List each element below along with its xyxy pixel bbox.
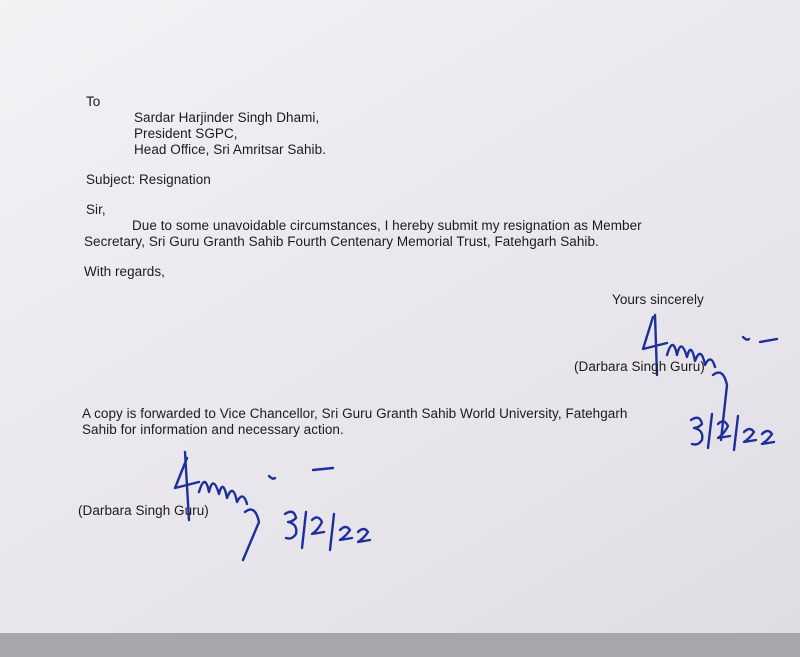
closing-line: Yours sincerely <box>612 292 704 307</box>
body-line-1: Due to some unavoidable circumstances, I hereby submit my resignation as Member <box>132 218 642 233</box>
copy-forward-line-2: Sahib for information and necessary action. <box>82 422 344 437</box>
desk-surface <box>0 633 800 657</box>
signer-name: (Darbara Singh Guru) <box>574 359 705 374</box>
recipient-name: Sardar Harjinder Singh Dhami, <box>134 110 320 125</box>
regards-line: With regards, <box>84 264 165 279</box>
signer-name-2: (Darbara Singh Guru) <box>78 503 209 518</box>
to-label: To <box>86 94 101 109</box>
handwritten-date-2 <box>282 508 392 560</box>
subject-line: Subject: Resignation <box>86 172 211 187</box>
recipient-title: President SGPC, <box>134 126 238 141</box>
salutation: Sir, <box>86 202 106 217</box>
body-line-2: Secretary, Sri Guru Granth Sahib Fourth Centenary Memorial Trust, Fatehgarh Sahib. <box>84 234 599 249</box>
handwritten-date-1 <box>688 412 800 462</box>
recipient-address: Head Office, Sri Amritsar Sahib. <box>134 142 326 157</box>
copy-forward-line-1: A copy is forwarded to Vice Chancellor, Sri Guru Granth Sahib World University, Fatehgarh <box>82 406 628 421</box>
